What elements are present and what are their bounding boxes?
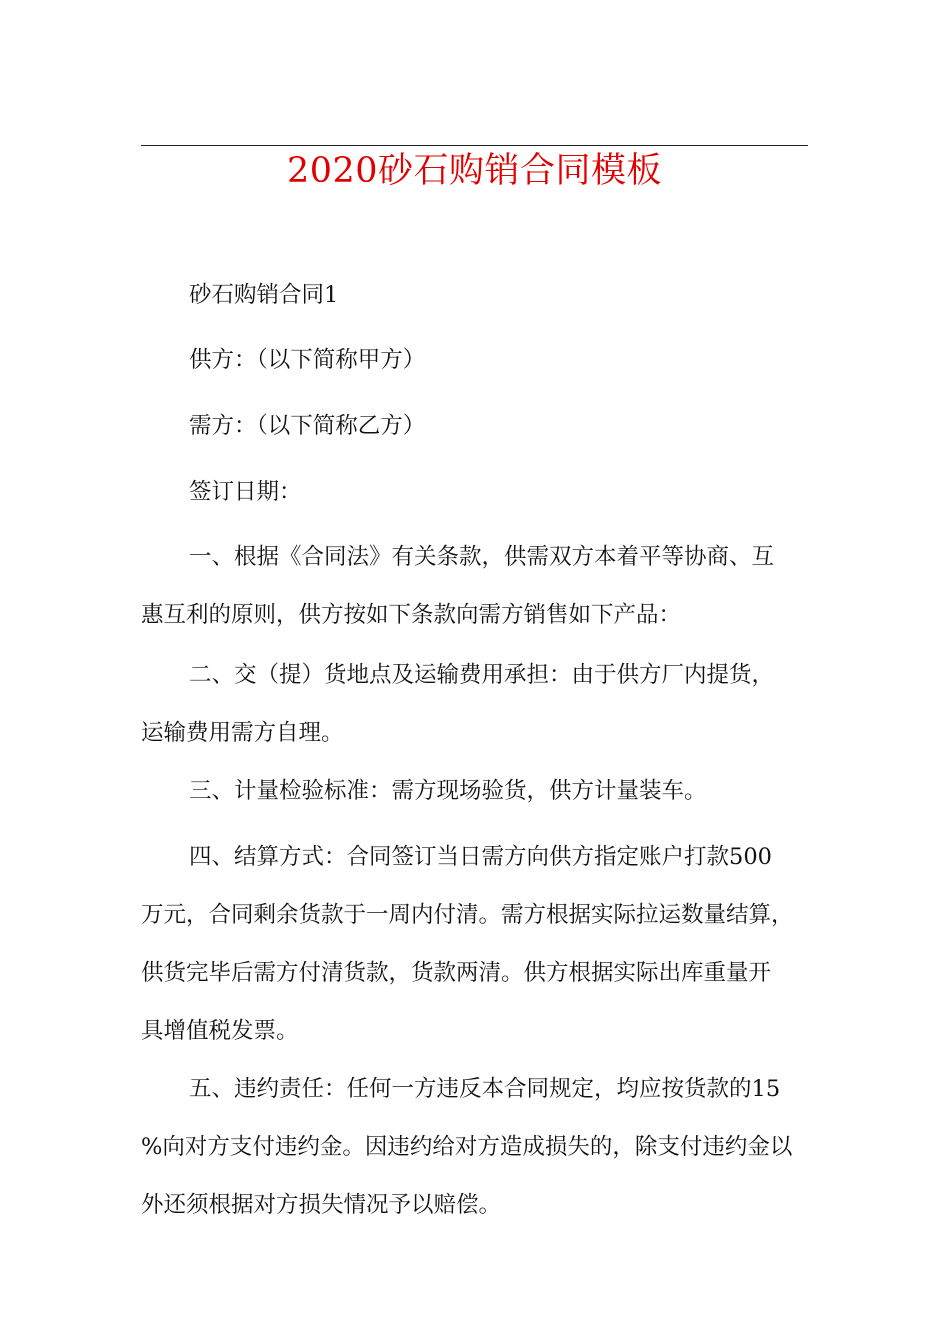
- clause-3: [141, 762, 808, 820]
- sign-date-line: [141, 463, 808, 521]
- clause-5: [141, 1060, 808, 1234]
- clause-4: [141, 828, 808, 1060]
- buyer-line: [141, 397, 808, 455]
- buyer-text: 需方：（以下简称乙方）: [189, 413, 426, 439]
- contract-heading: [141, 266, 808, 324]
- clause-line: 二、交（提）货地点及运输费用承担：由于供方厂内提货，: [189, 662, 775, 688]
- sign-date-text: 签订日期：: [189, 479, 302, 505]
- contract-heading-text: 砂石购销合同1: [189, 282, 339, 308]
- clause-line: %向对方支付违约金。因违约给对方造成损失的，除支付违约金以: [141, 1134, 793, 1160]
- document-title: 2020砂石购销合同模板: [286, 151, 663, 191]
- clause-line: 一、根据《合同法》有关条款，供需双方本着平等协商、互: [189, 544, 775, 570]
- supplier-text: 供方：（以下简称甲方）: [189, 347, 426, 373]
- clause-line: 具增值税发票。: [141, 1018, 299, 1044]
- clause-line: 供货完毕后需方付清货款，货款两清。供方根据实际出库重量开: [141, 960, 772, 986]
- clause-2: [141, 646, 808, 762]
- supplier-line: [141, 331, 808, 389]
- clause-line: 三、计量检验标准：需方现场验货，供方计量装车。: [189, 778, 707, 804]
- clause-line: 五、违约责任：任何一方违反本合同规定，均应按货款的15: [189, 1076, 781, 1102]
- clause-line: 四、结算方式：合同签订当日需方向供方指定账户打款500: [189, 844, 772, 870]
- clause-line: 万元，合同剩余货款于一周内付清。需方根据实际拉运数量结算，: [141, 902, 794, 928]
- clause-line: 运输费用需方自理。: [141, 720, 344, 746]
- clause-line: 惠互利的原则，供方按如下条款向需方销售如下产品：: [141, 602, 682, 628]
- clause-line: 外还须根据对方损失情况予以赔偿。: [141, 1192, 502, 1218]
- clause-1: [141, 528, 808, 644]
